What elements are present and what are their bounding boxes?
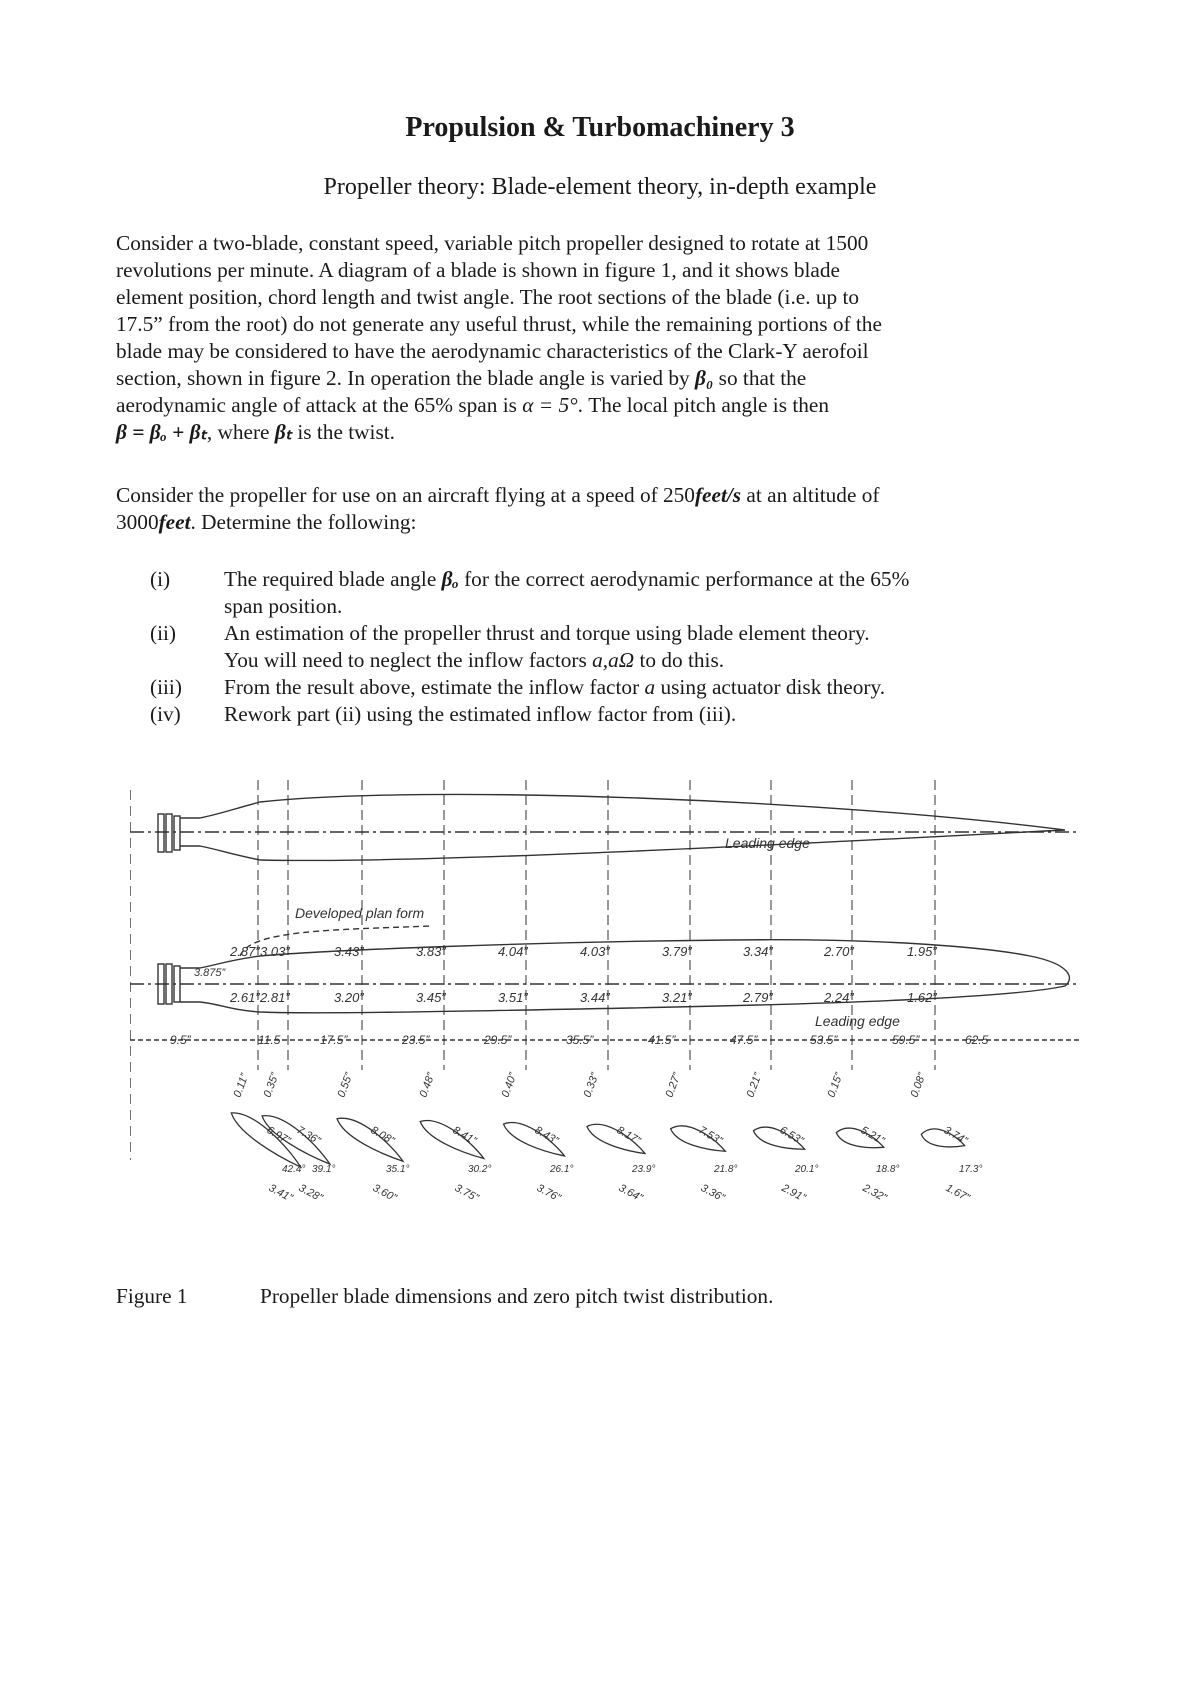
station-label: 11.5 [258,1033,281,1047]
top-chord-label: 3.34” [743,944,773,959]
airfoil-section [417,1114,489,1165]
lower-dim-label: 3.60” [370,1182,399,1205]
section-chord-label: 5.21” [858,1124,887,1148]
intro-line: element position, chord length and twist angle. The root sections of the blade (i.e. up to [116,285,860,309]
question-number: (iv) [150,702,181,726]
station-label: 53.5” [810,1033,838,1047]
intro-line: 17.5” from the root) do not generate any useful thrust, while the remaining portions of the [116,312,882,336]
beta-t-symbol: βₜ [274,420,293,444]
question-text [224,701,736,728]
beta-equation: β = βₒ + βₜ [116,420,207,444]
angle-label: 42.4° [282,1164,306,1175]
question-item [116,620,1106,674]
lower-dim-label: 3.41” [266,1182,295,1205]
question-number: (i) [150,567,171,591]
thickness-label: 0.48” [417,1071,438,1100]
question-list [116,566,1106,728]
station-label: 41.5” [648,1033,676,1047]
question-item [116,674,1106,701]
section-chord-label: 6.97” [264,1124,293,1148]
hub-ring [158,814,164,852]
conditions-text: . Determine the following: [190,510,417,534]
intro-line: revolutions per minute. A diagram of a blade is shown in figure 1, and it shows blade [116,258,840,282]
bottom-chord-label: 2.61” [230,990,260,1005]
top-chord-label: 3.83” [416,944,446,959]
lower-dim-label: 3.76” [534,1182,563,1205]
intro-text: . The local pitch angle is then [577,393,829,417]
lower-dim-label: 3.28” [296,1182,325,1205]
bottom-chord-label: 1.62” [907,990,937,1005]
angle-label: 21.8° [714,1164,738,1175]
station-label: 62.5 [965,1033,989,1047]
question-fragment: The required blade angle [224,567,442,591]
question-fragment: for the correct aerodynamic performance at the 65% [458,567,910,591]
question-line [224,674,885,701]
station-label: 23.5” [402,1033,430,1047]
intro-paragraph [116,230,1096,446]
alpha-equation: α = 5° [522,393,578,417]
question-line [224,566,909,593]
conditions-line [116,482,1096,509]
top-chord-label: 3.79” [662,944,692,959]
section-chord-label: 8.41” [450,1124,479,1148]
intro-text: is the twist. [292,420,395,444]
lower-dim-label: 2.32” [860,1182,889,1205]
conditions-paragraph [116,482,1096,536]
intro-line: blade may be considered to have the aerodynamic characteristics of the Clark-Y aerofoil [116,339,869,363]
figure-caption-text: Propeller blade dimensions and zero pitch twist distribution. [260,1284,774,1308]
intro-text: aerodynamic angle of attack at the 65% span is [116,393,523,417]
angle-label: 35.1° [386,1164,410,1175]
thickness-label: 0.08” [908,1071,929,1100]
thickness-label: 0.33” [581,1071,602,1100]
section-chord-label: 7.36” [294,1124,323,1148]
station-label: 35.5” [566,1033,594,1047]
angle-label: 30.2° [468,1164,492,1175]
station-label: 47.5” [730,1033,758,1047]
intro-line [116,419,1096,446]
inflow-factors-symbol: a,aΩ [592,648,635,672]
intro-text: section, shown in figure 2. In operation the blade angle is varied by [116,366,695,390]
page-title: Propulsion & Turbomachinery 3 [405,112,795,143]
bottom-chord-label: 3.44” [580,990,610,1005]
question-line [224,647,870,674]
conditions-text: Consider the propeller for use on an aircraft flying at a speed of 250 [116,483,695,507]
top-chord-label: 2.70” [824,944,854,959]
top-chord-label: 1.95” [907,944,937,959]
unit-feet-per-second: feet/s [694,483,742,507]
bottom-chord-label: 2.24” [824,990,854,1005]
airfoil-section [333,1111,408,1167]
conditions-text: 3000 [116,510,159,534]
station-label: 29.5” [484,1033,512,1047]
thickness-label: 0.11” [231,1072,252,1100]
hub-ring [174,816,180,850]
question-fragment: using actuator disk theory. [655,675,886,699]
section-chord-label: 6.53” [777,1124,806,1148]
angle-label: 18.8° [876,1164,900,1175]
thickness-label: 0.55” [335,1071,356,1100]
question-fragment: From the result above, estimate the inflow factor [224,675,645,699]
bottom-chord-label: 3.21” [662,990,692,1005]
lower-dim-label: 3.36” [698,1182,727,1205]
question-fragment: You will need to neglect the inflow factors [224,648,593,672]
blade-outline-side [180,794,1065,860]
angle-label: 23.9° [632,1164,656,1175]
question-line: span position. [224,594,343,618]
intro-text: so that the [713,366,807,390]
lower-dim-label: 1.67” [943,1182,972,1205]
propeller-blade-figure [130,780,1090,1260]
top-chord-label: 3.43” [334,944,364,959]
intro-line [116,365,1096,392]
unit-feet: feet [158,510,191,534]
station-label: 17.5” [320,1033,348,1047]
figure-label: Figure 1 [116,1284,188,1308]
station-label: 9.5” [170,1033,191,1047]
angle-label: 26.1° [550,1164,574,1175]
thickness-label: 0.27” [663,1071,684,1100]
question-line: Rework part (ii) using the estimated inflow factor from (iii). [224,702,737,726]
bottom-chord-label: 2.79” [743,990,773,1005]
conditions-text: at an altitude of [741,483,880,507]
lower-dim-label: 3.75” [452,1182,481,1205]
inflow-factor-symbol: a [644,675,656,699]
bottom-chord-label: 3.51” [498,990,528,1005]
question-number: (iii) [150,675,182,699]
angle-label: 20.1° [795,1164,819,1175]
section-chord-label: 3.74” [941,1124,970,1148]
bottom-chord-label: 3.20” [334,990,364,1005]
top-chord-label: 3.03” [260,944,290,959]
section-chord-label: 8.17” [614,1124,643,1148]
station-label: 59.5” [892,1033,920,1047]
question-item [116,566,1106,620]
section-chord-label: 8.08” [368,1124,397,1148]
question-number: (ii) [150,621,177,645]
question-text [224,620,870,674]
conditions-line [116,509,1096,536]
question-text [224,566,909,620]
angle-label: 39.1° [312,1164,336,1175]
intro-line: Consider a two-blade, constant speed, variable pitch propeller designed to rotate at 1500 [116,231,869,255]
question-fragment: to do this. [634,648,725,672]
top-chord-label: 4.04” [498,944,528,959]
root-chord-label: 3.875” [194,967,226,979]
top-chord-label: 2.87” [230,944,260,959]
question-line: An estimation of the propeller thrust and torque using blade element theory. [224,621,870,645]
figure-caption [116,1284,773,1309]
angle-label: 17.3° [959,1164,983,1175]
beta-o-symbol: βₒ [441,567,459,591]
top-chord-label: 4.03” [580,944,610,959]
intro-line [116,392,1096,419]
developed-planform-label: Developed plan form [295,905,425,921]
thickness-label: 0.21” [744,1071,765,1100]
section-chord-label: 8.43” [532,1124,561,1148]
beta-zero-symbol: β₀ [695,366,714,390]
thickness-label: 0.15” [825,1071,846,1100]
bottom-chord-label: 2.81” [260,990,290,1005]
leading-edge-label-top: Leading edge [725,835,810,851]
question-item [116,701,1106,728]
lower-dim-label: 3.64” [616,1182,645,1205]
page-subtitle: Propeller theory: Blade-element theory, in-depth example [323,174,877,200]
thickness-label: 0.40” [499,1071,520,1100]
lower-dim-label: 2.91” [779,1182,808,1205]
thickness-label: 0.35” [261,1071,282,1100]
bottom-chord-label: 3.45” [416,990,446,1005]
intro-text: , where [206,420,275,444]
hub-ring [166,814,172,852]
section-chord-label: 7.53” [696,1124,725,1148]
leading-edge-label-plan: Leading edge [815,1013,900,1029]
propeller-blade-drawing [130,780,1090,1260]
question-text [224,674,885,701]
